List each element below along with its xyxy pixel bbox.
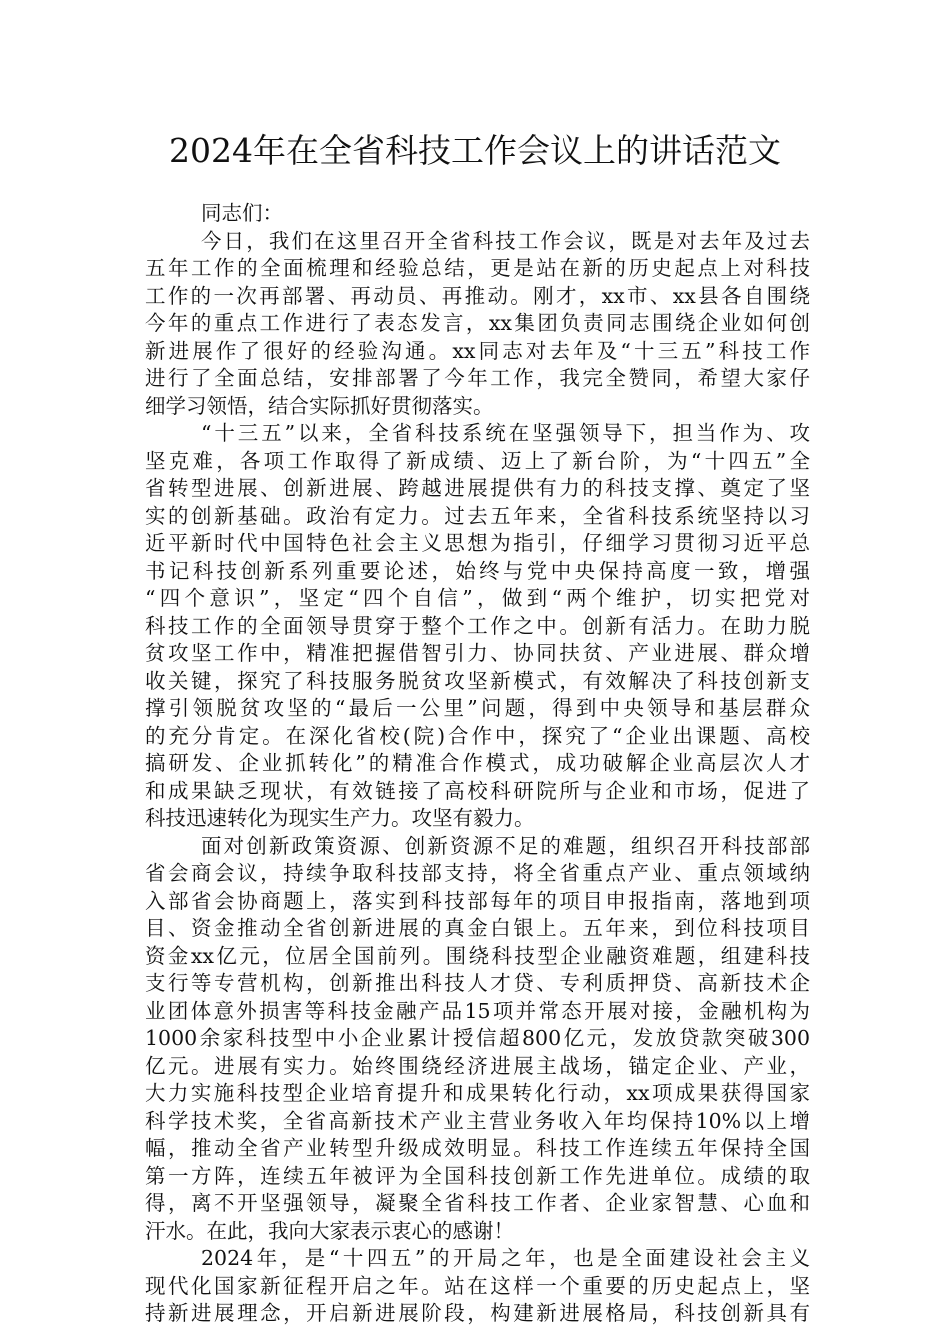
document-title: 2024年在全省科技工作会议上的讲话范文 — [169, 131, 781, 170]
paragraph-line: 和成果缺乏现状，有效链接了高校科研院所与企业和市场，促进了 — [145, 778, 810, 803]
paragraph-line: “十三五”以来，全省科技系统在坚强领导下，担当作为、攻 — [201, 421, 810, 445]
paragraph-line: 收关键，探究了科技服务脱贫攻坚新模式，有效解决了科技创新支 — [145, 668, 810, 693]
paragraph-line: 进行了全面总结，安排部署了今年工作，我完全赞同，希望大家仔 — [145, 366, 810, 390]
paragraph-line: 省会商会议，持续争取科技部支持，将全省重点产业、重点领域纳 — [145, 861, 810, 885]
paragraph-line: 持新进展理念，开启新进展阶段，构建新进展格局，科技创新具有 — [145, 1301, 810, 1325]
paragraph-line: 搞研发、企业抓转化”的精准合作模式，成功破解企业高层次人才 — [145, 751, 810, 775]
paragraph-line: 科学技术奖，全省高新技术产业主营业务收入年均保持10%以上增 — [145, 1108, 810, 1133]
paragraph-line: 第一方阵，连续五年被评为全国科技创新工作先进单位。成绩的取 — [145, 1163, 810, 1188]
paragraph-line: 大力实施科技型企业培育提升和成果转化行动，xx项成果获得国家 — [145, 1081, 810, 1105]
paragraph-line: 坚克难，各项工作取得了新成绩、迈上了新台阶，为“十四五”全 — [145, 448, 810, 473]
paragraph-line: 亿元。进展有实力。始终围绕经济进展主战场，锚定企业、产业， — [145, 1053, 810, 1078]
paragraph-line: 省转型进展、创新进展、跨越进展提供有力的科技支撑、奠定了坚 — [145, 476, 810, 500]
paragraph-line: 入部省会协商题上，落实到科技部每年的项目申报指南，落地到项 — [145, 888, 810, 913]
paragraph-line: 的充分肯定。在深化省校(院)合作中，探究了“企业出课题、高校 — [145, 723, 810, 748]
paragraph-line: 今年的重点工作进行了表态发言，xx集团负责同志围绕企业如何创 — [145, 311, 810, 335]
paragraph-line: 幅，推动全省产业转型升级成效明显。科技工作连续五年保持全国 — [145, 1136, 810, 1160]
paragraph-line: 近平新时代中国特色社会主义思想为指引，仔细学习贯彻习近平总 — [145, 531, 810, 555]
paragraph-line: 细学习领悟，结合实际抓好贯彻落实。 — [145, 393, 494, 418]
document-body — [145, 200, 810, 1328]
paragraph-line: 五年工作的全面梳理和经验总结，更是站在新的历史起点上对科技 — [145, 256, 810, 280]
paragraph-line: 书记科技创新系列重要论述，始终与党中央保持高度一致，增强 — [145, 558, 810, 583]
paragraph-line: 资金xx亿元，位居全国前列。围绕科技型企业融资难题，组建科技 — [145, 943, 810, 968]
paragraph-line: 面对创新政策资源、创新资源不足的难题，组织召开科技部部 — [201, 833, 810, 858]
paragraph-line: 实的创新基础。政治有定力。过去五年来，全省科技系统坚持以习 — [145, 503, 810, 528]
paragraph-line: “四个意识”，坚定“四个自信”，做到“两个维护，切实把党对 — [145, 586, 810, 610]
paragraph-line: 贫攻坚工作中，精准把握借智引力、协同扶贫、产业进展、群众增 — [145, 641, 810, 665]
salutation: 同志们： — [201, 201, 283, 225]
paragraph-line: 2024年，是“十四五”的开局之年，也是全面建设社会主义 — [201, 1246, 810, 1270]
paragraph-line: 1000余家科技型中小企业累计授信超800亿元，发放贷款突破300 — [145, 1026, 810, 1050]
paragraph-line: 现代化国家新征程开启之年。站在这样一个重要的历史起点上，坚 — [145, 1273, 810, 1298]
paragraph-line: 工作的一次再部署、再动员、再推动。刚才，xx市、xx县各自围绕 — [145, 283, 810, 308]
paragraph-line: 目、资金推动全省创新进展的真金白银上。五年来，到位科技项目 — [145, 916, 810, 940]
paragraph-line: 今日，我们在这里召开全省科技工作会议，既是对去年及过去 — [201, 228, 810, 253]
paragraph-line: 得，离不开坚强领导，凝聚全省科技工作者、企业家智慧、心血和 — [145, 1191, 810, 1215]
paragraph-line: 新进展作了很好的经验沟通。xx同志对去年及“十三五”科技工作 — [145, 338, 810, 363]
paragraph-line: 撑引领脱贫攻坚的“最后一公里”问题，得到中央领导和基层群众 — [145, 696, 810, 720]
paragraph-line: 汗水。在此，我向大家表示衷心的感谢！ — [145, 1218, 514, 1243]
paragraph-line: 支行等专营机构，创新推出科技人才贷、专利质押贷、高新技术企 — [145, 971, 810, 995]
paragraph-line: 科技工作的全面领导贯穿于整个工作之中。创新有活力。在助力脱 — [145, 613, 810, 638]
paragraph-line: 科技迅速转化为现实生产力。攻坚有毅力。 — [145, 806, 535, 830]
paragraph-line: 业团体意外损害等科技金融产品15项并常态开展对接，金融机构为 — [145, 998, 810, 1023]
